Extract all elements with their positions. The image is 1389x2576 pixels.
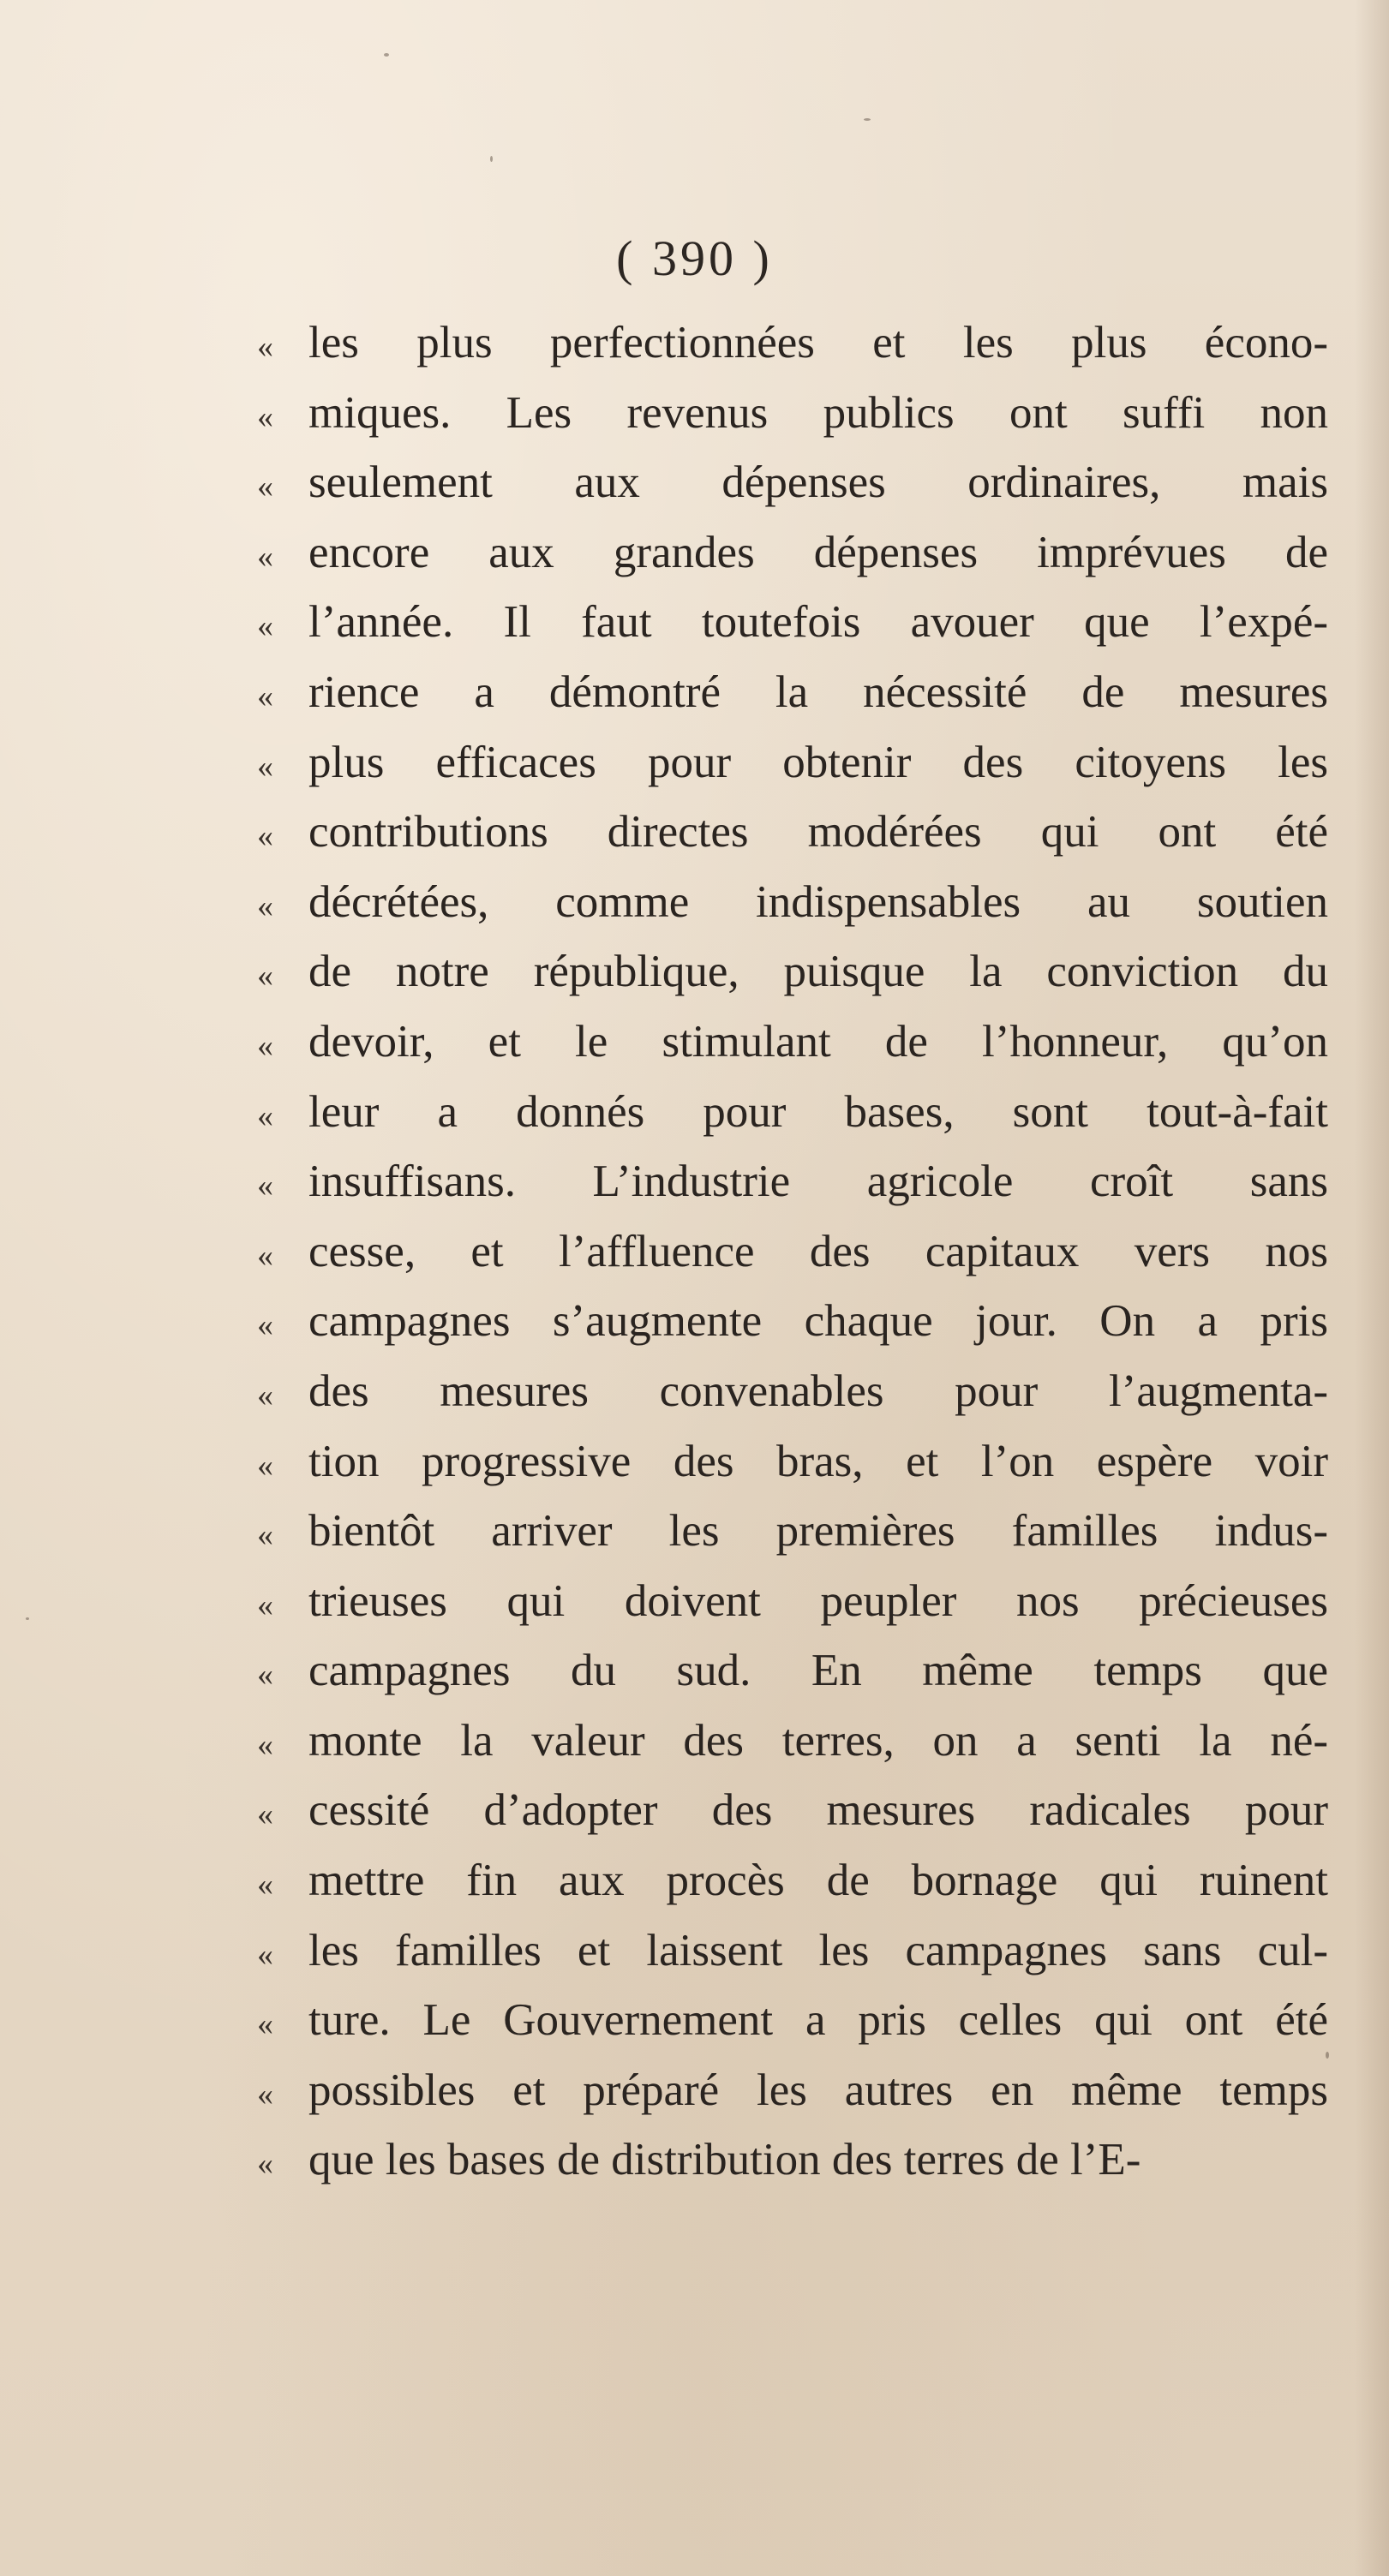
line-text: trieuses qui doivent peupler nos précieuses bbox=[308, 1575, 1328, 1626]
line-text: l’année. Il faut toutefois avouer que l’expé- bbox=[308, 597, 1328, 648]
text-line bbox=[257, 728, 1328, 798]
quote-mark: « bbox=[257, 538, 273, 575]
quote-mark: « bbox=[257, 1168, 273, 1204]
line-text: insuffisans. L’industrie agricole croît sans bbox=[308, 1157, 1328, 1207]
quote-mark: « bbox=[257, 1307, 273, 1344]
text-line bbox=[257, 1567, 1328, 1637]
quote-mark: « bbox=[257, 678, 273, 714]
quote-mark: « bbox=[257, 1027, 273, 1064]
quote-mark: « bbox=[257, 888, 273, 924]
line-text: campagnes du sud. En même temps que bbox=[308, 1646, 1328, 1696]
text-line bbox=[257, 1497, 1328, 1567]
line-text: mettre fin aux procès de bornage qui ruinent bbox=[308, 1856, 1328, 1906]
line-text: tion progressive des bras, et l’on espère voir bbox=[308, 1436, 1328, 1486]
body-text bbox=[257, 308, 1328, 2196]
text-line bbox=[257, 1846, 1328, 1916]
text-line bbox=[257, 798, 1328, 868]
quote-mark: « bbox=[257, 1447, 273, 1484]
text-line bbox=[257, 1287, 1328, 1357]
text-line bbox=[257, 1427, 1328, 1497]
line-text: contributions directes modérées qui ont été bbox=[308, 807, 1328, 858]
line-text: de notre république, puisque la conviction du bbox=[308, 947, 1328, 997]
line-text: des mesures convenables pour l’augmenta- bbox=[308, 1366, 1328, 1416]
paper-speck bbox=[384, 53, 389, 57]
line-text: décrétées, comme indispensables au soutien bbox=[308, 876, 1328, 927]
line-text: rience a démontré la nécessité de mesures bbox=[308, 666, 1328, 717]
line-text: devoir, et le stimulant de l’honneur, qu’on bbox=[308, 1016, 1328, 1067]
text-line bbox=[257, 1007, 1328, 1078]
line-text: campagnes s’augmente chaque jour. On a pris bbox=[308, 1296, 1328, 1347]
line-text: ture. Le Gouvernement a pris celles qui ont été bbox=[308, 1995, 1328, 2046]
text-line bbox=[257, 1706, 1328, 1777]
quote-mark: « bbox=[257, 818, 273, 855]
text-line bbox=[257, 1147, 1328, 1217]
line-text: leur a donnés pour bases, sont tout-à-fait bbox=[308, 1086, 1328, 1137]
text-line bbox=[257, 379, 1328, 449]
line-text: encore aux grandes dépenses imprévues de bbox=[308, 527, 1328, 577]
text-line bbox=[257, 308, 1328, 379]
line-text: plus efficaces pour obtenir des citoyens les bbox=[308, 737, 1328, 787]
quote-mark: « bbox=[257, 398, 273, 435]
quote-mark: « bbox=[257, 1097, 273, 1134]
text-line bbox=[257, 518, 1328, 589]
quote-mark: « bbox=[257, 958, 273, 995]
line-text: miques. Les revenus publics ont suffi non bbox=[308, 387, 1328, 438]
text-line bbox=[257, 937, 1328, 1007]
quote-mark: « bbox=[257, 2076, 273, 2113]
line-text: monte la valeur des terres, on a senti la né- bbox=[308, 1715, 1328, 1766]
quote-mark: « bbox=[257, 329, 273, 365]
line-text: les familles et laissent les campagnes sans cul- bbox=[308, 1925, 1328, 1975]
text-line bbox=[257, 1776, 1328, 1846]
text-line bbox=[257, 2125, 1328, 2196]
text-line bbox=[257, 588, 1328, 658]
quote-mark: « bbox=[257, 1377, 273, 1414]
quote-mark: « bbox=[257, 1517, 273, 1554]
quote-mark: « bbox=[257, 1867, 273, 1904]
quote-mark: « bbox=[257, 1237, 273, 1274]
quote-mark: « bbox=[257, 1796, 273, 1833]
line-text: cessité d’adopter des mesures radicales pour bbox=[308, 1785, 1328, 1836]
text-line bbox=[257, 658, 1328, 728]
quote-mark: « bbox=[257, 1657, 273, 1694]
line-text: bientôt arriver les premières familles indus- bbox=[308, 1506, 1328, 1557]
quote-mark: « bbox=[257, 1726, 273, 1763]
paper-speck bbox=[26, 1617, 29, 1620]
line-text: cesse, et l’affluence des capitaux vers nos bbox=[308, 1226, 1328, 1276]
paper-speck bbox=[490, 156, 493, 162]
text-line bbox=[257, 1916, 1328, 1987]
paper-speck bbox=[864, 118, 871, 121]
quote-mark: « bbox=[257, 1936, 273, 1973]
text-line bbox=[257, 1078, 1328, 1148]
page-number: ( 390 ) bbox=[616, 230, 773, 286]
line-text: les plus perfectionnées et les plus écono- bbox=[308, 318, 1328, 368]
line-text: possibles et préparé les autres en même temps bbox=[308, 2065, 1328, 2115]
text-line bbox=[257, 448, 1328, 518]
text-line bbox=[257, 1636, 1328, 1706]
quote-mark: « bbox=[257, 2006, 273, 2043]
quote-mark: « bbox=[257, 1587, 273, 1623]
text-line bbox=[257, 868, 1328, 938]
page-edge-shadow bbox=[1355, 0, 1389, 2576]
line-text: que les bases de distribution des terres de l’E- bbox=[308, 2135, 1141, 2185]
quote-mark: « bbox=[257, 2146, 273, 2183]
text-line bbox=[257, 1217, 1328, 1288]
text-line bbox=[257, 2056, 1328, 2126]
line-text: seulement aux dépenses ordinaires, mais bbox=[308, 457, 1328, 508]
text-line bbox=[257, 1986, 1328, 2056]
quote-mark: « bbox=[257, 608, 273, 645]
quote-mark: « bbox=[257, 469, 273, 505]
quote-mark: « bbox=[257, 748, 273, 785]
text-line bbox=[257, 1357, 1328, 1427]
